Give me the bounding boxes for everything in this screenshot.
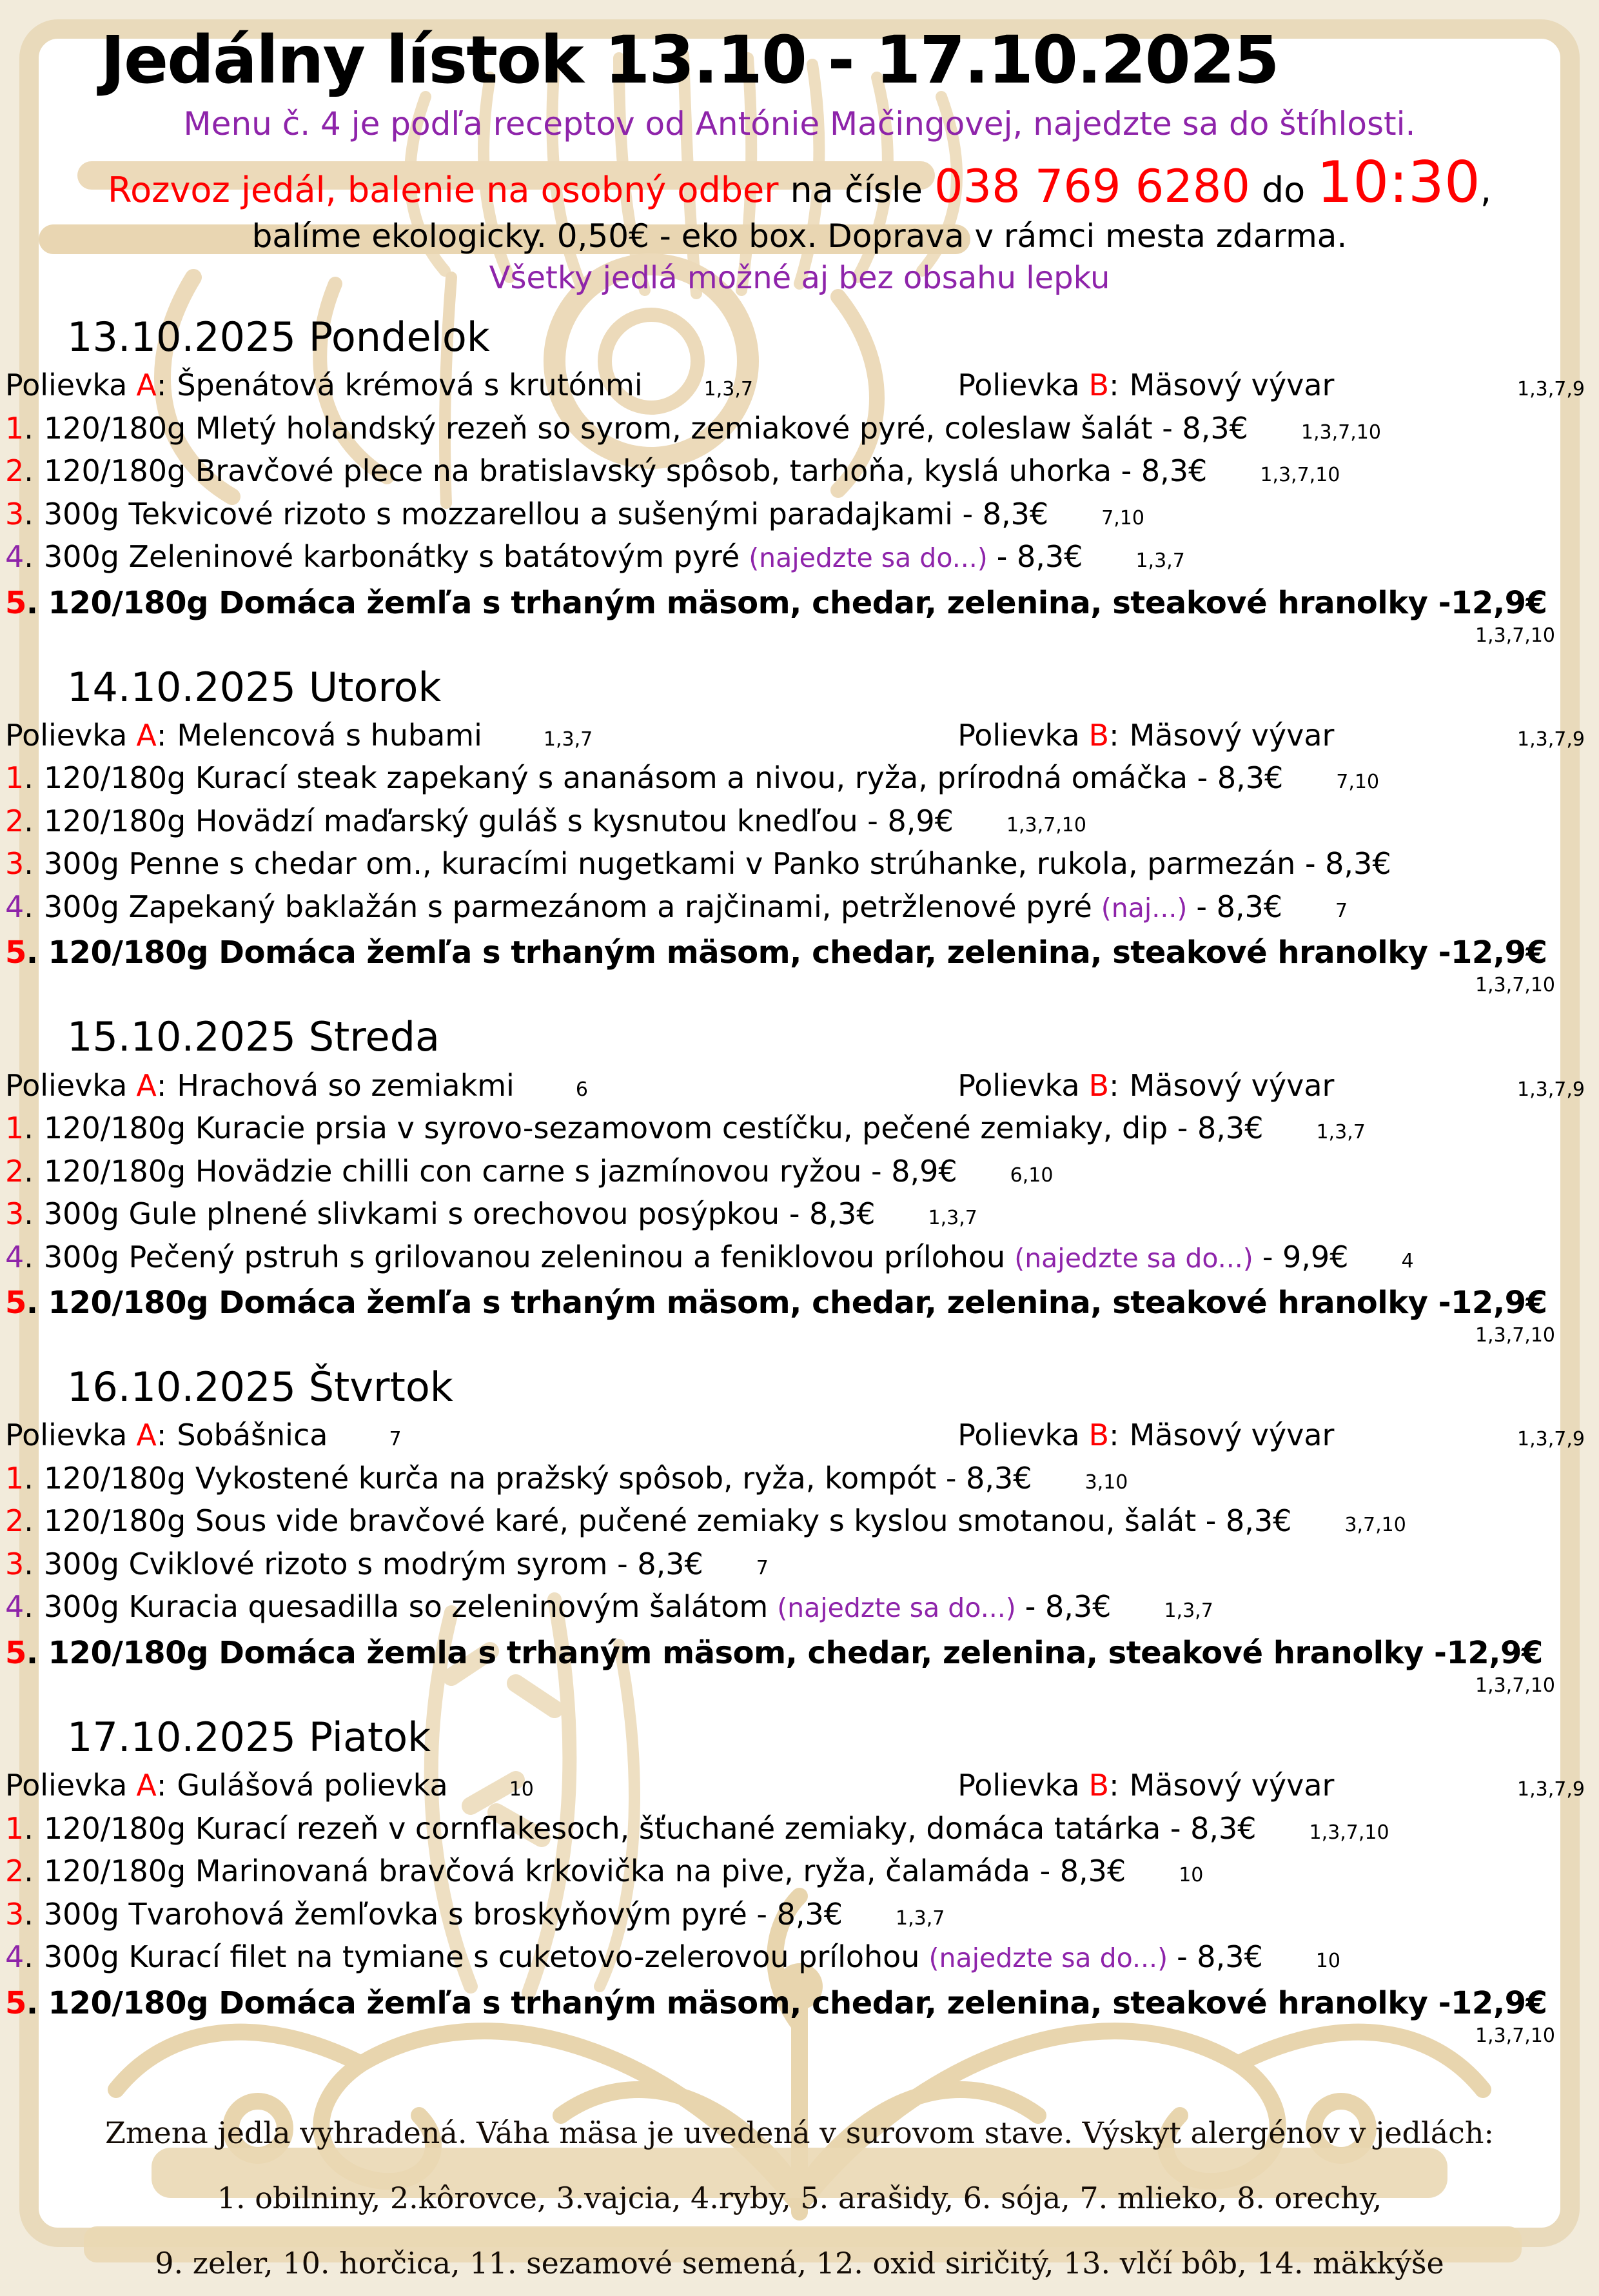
- menu-item: [5, 1546, 1593, 1583]
- item-number: 3: [5, 1896, 25, 1932]
- soup-b-letter: B: [1088, 368, 1110, 403]
- soup-b-letter: B: [1088, 1768, 1110, 1803]
- colon: :: [1109, 717, 1119, 753]
- item-dot: .: [26, 1634, 38, 1671]
- special-item-allergens: 1,3,7,10: [1475, 624, 1555, 647]
- item-dot: .: [24, 1546, 34, 1581]
- soup-a: [5, 1067, 957, 1105]
- soup-a-allergens: 1,3,7: [703, 378, 753, 401]
- soup-b-letter: B: [1088, 1067, 1110, 1103]
- menu-item-special: [5, 1634, 1593, 1672]
- soup-label: Polievka: [957, 1768, 1080, 1803]
- item-allergens: 1,3,7,10: [1300, 421, 1381, 444]
- menu-item: [5, 1853, 1593, 1890]
- soup-b-letter: B: [1088, 1418, 1110, 1453]
- soup-label: Polievka: [5, 368, 128, 403]
- colon: :: [156, 1067, 167, 1103]
- item-number: 2: [5, 1503, 25, 1539]
- item-dot: .: [26, 584, 38, 621]
- item-number: 1: [5, 760, 25, 796]
- item-note: (naj...): [1101, 892, 1188, 924]
- item-text: 120/180g Sous vide bravčové karé, pučené zemiaky s kyslou smotanou, šalát - 8,3€: [43, 1503, 1292, 1539]
- colon: :: [156, 368, 167, 403]
- phone-number: 038 769 6280: [934, 160, 1250, 213]
- item-dot: .: [24, 1939, 34, 1975]
- item-number: 5: [5, 1634, 26, 1671]
- item-allergens: 7,10: [1101, 506, 1144, 529]
- soup-b: [957, 367, 1593, 404]
- soup-a-letter: A: [136, 1067, 157, 1103]
- soup-label: Polievka: [5, 717, 128, 753]
- item-number: 4: [5, 1239, 25, 1274]
- soup-label: Polievka: [957, 1418, 1080, 1453]
- soup-a-allergens: 7: [389, 1428, 402, 1451]
- item-text: 300g Penne s chedar om., kuracími nugetkami v Panko strúhanke, rukola, parmezán - 8,3€: [43, 846, 1391, 882]
- menu-item: [5, 539, 1593, 576]
- item-text: 300g Zapekaný baklažán s parmezánom a rajčinami, petržlenové pyré: [43, 889, 1092, 924]
- soup-label: Polievka: [5, 1768, 128, 1803]
- item-allergens: 3,7,10: [1344, 1514, 1406, 1537]
- soup-a: [5, 367, 957, 404]
- day-section-wednesday: [4, 1015, 1595, 1346]
- soup-b-name: Mäsový vývar: [1129, 717, 1335, 753]
- item-text: 120/180g Domáca žemľa s trhaným mäsom, chedar, zelenina, steakové hranolky -12,9€: [48, 1285, 1547, 1321]
- item-dot: .: [24, 453, 34, 489]
- special-item-allergens: 1,3,7,10: [1475, 2024, 1555, 2047]
- item-text: 120/180g Bravčové plece na bratislavský spôsob, tarhoňa, kyslá uhorka - 8,3€: [43, 453, 1208, 489]
- soup-a: [5, 1767, 957, 1805]
- item-allergens: 1,3,7: [1164, 1599, 1213, 1623]
- item-number: 1: [5, 1460, 25, 1496]
- item-allergens: 6,10: [1010, 1163, 1054, 1187]
- soup-b-allergens: 1,3,7,9: [1517, 378, 1585, 401]
- until-text: do: [1261, 170, 1306, 211]
- soup-label: Polievka: [957, 368, 1080, 403]
- item-text: 120/180g Domáca žemľa s trhaným mäsom, chedar, zelenina, steakové hranolky -12,9€: [48, 1984, 1547, 2021]
- colon: :: [1109, 368, 1119, 403]
- soup-b-name: Mäsový vývar: [1129, 1768, 1335, 1803]
- item-number: 1: [5, 1810, 25, 1846]
- menu-item: [5, 1939, 1593, 1976]
- soup-b: [957, 717, 1593, 755]
- special-item-allergens: 1,3,7,10: [1475, 1324, 1555, 1347]
- item-number: 1: [5, 1111, 25, 1146]
- item-text: 120/180g Mletý holandský rezeň so syrom, zemiakové pyré, coleslaw šalát - 8,3€: [43, 410, 1248, 446]
- item-dot: .: [24, 1196, 34, 1232]
- menu-item: [5, 1503, 1593, 1540]
- item-allergens: 1,3,7,10: [1260, 464, 1340, 487]
- item-number: 1: [5, 410, 25, 446]
- item-dot: .: [26, 935, 38, 971]
- item-number: 2: [5, 453, 25, 489]
- menu-item: [5, 889, 1593, 926]
- item-number: 3: [5, 1546, 25, 1581]
- item-text: 300g Tekvicové rizoto s mozzarellou a sušenými paradajkami - 8,3€: [43, 496, 1049, 531]
- item-text: 120/180g Kurací steak zapekaný s ananásom a nivou, ryža, prírodná omáčka - 8,3€: [43, 760, 1284, 796]
- item-price: - 9,9€: [1262, 1239, 1349, 1274]
- soup-b-name: Mäsový vývar: [1129, 1067, 1335, 1103]
- item-number: 2: [5, 1854, 25, 1889]
- menu-item: [5, 1810, 1593, 1848]
- soup-a-name: Melencová s hubami: [177, 717, 482, 753]
- item-dot: .: [24, 1589, 34, 1625]
- item-note: (najedzte sa do...): [749, 542, 988, 574]
- item-dot: .: [24, 1460, 34, 1496]
- item-price: - 8,3€: [1177, 1939, 1263, 1975]
- item-dot: .: [24, 889, 34, 924]
- day-title: 14.10.2025 Utorok: [67, 663, 442, 711]
- menu-item: [5, 410, 1593, 448]
- colon: :: [156, 1768, 167, 1803]
- menu-item: [5, 496, 1593, 533]
- delivery-text: Rozvoz jedál, balenie na osobný odber: [108, 170, 779, 211]
- soup-b-name: Mäsový vývar: [1129, 1418, 1335, 1453]
- item-dot: .: [24, 803, 34, 838]
- soup-b-allergens: 1,3,7,9: [1517, 1778, 1585, 1801]
- item-dot: .: [24, 760, 34, 796]
- soup-label: Polievka: [5, 1418, 128, 1453]
- item-number: 4: [5, 889, 25, 924]
- day-section-friday: [4, 1713, 1595, 2047]
- menu-item: [5, 1110, 1593, 1147]
- soup-row: [5, 1067, 1593, 1105]
- soup-b-allergens: 1,3,7,9: [1517, 1428, 1585, 1451]
- gluten-free-line: Všetky jedlá možné aj bez obsahu lepku: [489, 260, 1110, 297]
- soup-b-allergens: 1,3,7,9: [1517, 727, 1585, 751]
- soup-a-allergens: 1,3,7: [543, 727, 593, 751]
- on-number-text: na čísle: [790, 170, 923, 211]
- item-allergens: 1,3,7: [896, 1906, 945, 1930]
- day-title: 16.10.2025 Štvrtok: [67, 1363, 453, 1411]
- day-section-tuesday: [4, 663, 1595, 997]
- menu-item: [5, 453, 1593, 490]
- soup-a-name: Špenátová krémová s krutónmi: [177, 368, 643, 403]
- item-allergens: 1,3,7: [1135, 549, 1185, 573]
- item-text: 120/180g Marinovaná bravčová krkovička na pive, ryža, čalamáda - 8,3€: [43, 1854, 1126, 1889]
- subtitle: Menu č. 4 je podľa receptov od Antónie Mačingovej, najedzte sa do štíhlosti.: [183, 105, 1416, 143]
- soup-label: Polievka: [957, 1067, 1080, 1103]
- item-allergens: 7: [1335, 899, 1348, 922]
- item-text: 120/180g Hovädzí maďarský guláš s kysnutou knedľou - 8,9€: [43, 803, 954, 838]
- soup-label: Polievka: [957, 717, 1080, 753]
- item-number: 4: [5, 1939, 25, 1975]
- item-number: 3: [5, 1196, 25, 1232]
- item-number: 3: [5, 496, 25, 531]
- soup-a-name: Sobášnica: [177, 1418, 328, 1453]
- soup-a-letter: A: [136, 1418, 157, 1453]
- menu-item: [5, 1153, 1593, 1191]
- item-number: 3: [5, 846, 25, 882]
- soup-b: [957, 1767, 1593, 1805]
- item-number: 2: [5, 1153, 25, 1189]
- item-allergens: 1,3,7,10: [1006, 813, 1086, 836]
- item-number: 5: [5, 1285, 26, 1321]
- item-text: 300g Gule plnené slivkami s orechovou posýpkou - 8,3€: [43, 1196, 876, 1232]
- allergen-legend-2: 9. zeler, 10. horčica, 11. sezamové semená, 12. oxid siričitý, 13. vlčí bôb, 14. mäkkýše: [155, 2245, 1444, 2281]
- menu-item-special: [5, 1984, 1593, 2023]
- soup-a: [5, 717, 957, 755]
- item-allergens: 7: [756, 1556, 769, 1579]
- delivery-line: [4, 149, 1595, 216]
- item-dot: .: [24, 1111, 34, 1146]
- item-price: - 8,3€: [1025, 1589, 1112, 1625]
- menu-item: [5, 1239, 1593, 1276]
- item-allergens: 1,3,7: [928, 1207, 977, 1230]
- item-dot: .: [24, 1153, 34, 1189]
- item-allergens: 1,3,7,10: [1309, 1821, 1389, 1844]
- day-title: 15.10.2025 Streda: [67, 1013, 440, 1061]
- comma: ,: [1480, 170, 1491, 211]
- soup-a-allergens: 10: [509, 1778, 534, 1801]
- item-text: 120/180g Kurací rezeň v cornflakesoch, šťuchané zemiaky, domáca tatárka - 8,3€: [43, 1810, 1257, 1846]
- item-dot: .: [24, 1896, 34, 1932]
- colon: :: [156, 717, 167, 753]
- item-dot: .: [24, 1810, 34, 1846]
- soup-a-letter: A: [136, 368, 157, 403]
- item-text: 120/180g Vykostené kurča na pražský spôsob, ryža, kompót - 8,3€: [43, 1460, 1032, 1496]
- menu-item: [5, 1588, 1593, 1626]
- day-title: 17.10.2025 Piatok: [67, 1713, 431, 1761]
- item-text: 120/180g Hovädzie chilli con carne s jazmínovou ryžou - 8,9€: [43, 1153, 957, 1189]
- menu-item: [5, 846, 1593, 883]
- item-text: 300g Tvarohová žemľovka s broskyňovým pyré - 8,3€: [43, 1896, 843, 1932]
- item-dot: .: [24, 846, 34, 882]
- soup-b-letter: B: [1088, 717, 1110, 753]
- item-allergens: 10: [1315, 1950, 1340, 1973]
- item-price: - 8,3€: [996, 539, 1083, 575]
- menu-item-special: [5, 933, 1593, 972]
- item-text: 120/180g Domáca žemľa s trhaným mäsom, chedar, zelenina, steakové hranolky -12,9€: [48, 584, 1547, 621]
- soup-b-allergens: 1,3,7,9: [1517, 1078, 1585, 1101]
- colon: :: [1109, 1418, 1119, 1453]
- day-section-thursday: [4, 1365, 1595, 1696]
- item-number: 4: [5, 539, 25, 575]
- soup-b: [957, 1067, 1593, 1105]
- soup-a: [5, 1417, 957, 1454]
- soup-b: [957, 1417, 1593, 1454]
- soup-a-name: Hrachová so zemiakmi: [177, 1067, 515, 1103]
- special-item-allergens: 1,3,7,10: [1475, 1674, 1555, 1697]
- item-number: 5: [5, 935, 26, 971]
- menu-item-special: [5, 584, 1593, 622]
- item-text: 300g Kuracia quesadilla so zeleninovým šalátom: [43, 1589, 769, 1625]
- item-note: (najedzte sa do...): [928, 1943, 1168, 1974]
- soup-label: Polievka: [5, 1067, 128, 1103]
- soup-a-allergens: 6: [575, 1078, 588, 1101]
- menu-item: [5, 1896, 1593, 1934]
- item-number: 4: [5, 1589, 25, 1625]
- menu-item: [5, 1196, 1593, 1233]
- item-allergens: 4: [1401, 1249, 1414, 1272]
- day-title: 13.10.2025 Pondelok: [67, 313, 490, 361]
- item-dot: .: [26, 1285, 38, 1321]
- item-allergens: 10: [1179, 1864, 1204, 1887]
- colon: :: [1109, 1067, 1119, 1103]
- footer: [4, 2101, 1595, 2296]
- menu-item: [5, 803, 1593, 840]
- soup-row: [5, 367, 1593, 404]
- item-text: 120/180g Domáca žemla s trhaným mäsom, chedar, zelenina, steakové hranolky -12,9€: [48, 1634, 1543, 1671]
- menu-item: [5, 1460, 1593, 1498]
- item-number: 5: [5, 584, 26, 621]
- day-section-monday: [4, 315, 1595, 646]
- page-title: Jedálny lístok 13.10 - 17.10.2025: [101, 22, 1279, 99]
- item-text: 120/180g Kuracie prsia v syrovo-sezamovom cestíčku, pečené zemiaky, dip - 8,3€: [43, 1111, 1264, 1146]
- item-allergens: 1,3,7: [1316, 1121, 1366, 1144]
- colon: :: [1109, 1768, 1119, 1803]
- item-note: (najedzte sa do...): [777, 1592, 1016, 1624]
- item-dot: .: [24, 539, 34, 575]
- item-allergens: 3,10: [1084, 1470, 1128, 1494]
- item-dot: .: [24, 496, 34, 531]
- item-dot: .: [24, 1503, 34, 1539]
- item-text: 300g Zeleninové karbonátky s batátovým pyré: [43, 539, 740, 575]
- footer-disclaimer: Zmena jedla vyhradená. Váha mäsa je uvedená v surovom stave. Výskyt alergénov v jedlách:: [104, 2115, 1495, 2150]
- soup-row: [5, 717, 1593, 755]
- special-item-allergens: 1,3,7,10: [1475, 974, 1555, 997]
- item-text: 300g Cviklové rizoto s modrým syrom - 8,3€: [43, 1546, 703, 1581]
- soup-row: [5, 1767, 1593, 1805]
- item-dot: .: [24, 1239, 34, 1274]
- item-dot: .: [24, 1854, 34, 1889]
- soup-a-letter: A: [136, 717, 157, 753]
- item-text: 300g Kurací filet na tymiane s cuketovo-zelerovou prílohou: [43, 1939, 920, 1975]
- item-text: 120/180g Domáca žemľa s trhaným mäsom, chedar, zelenina, steakové hranolky -12,9€: [48, 935, 1547, 971]
- soup-a-name: Gulášová polievka: [177, 1768, 448, 1803]
- item-number: 2: [5, 803, 25, 838]
- item-dot: .: [26, 1984, 38, 2021]
- item-dot: .: [24, 410, 34, 446]
- colon: :: [156, 1418, 167, 1453]
- soup-row: [5, 1417, 1593, 1454]
- menu-item-special: [5, 1283, 1593, 1322]
- item-price: - 8,3€: [1196, 889, 1283, 924]
- deadline-time: 10:30: [1317, 149, 1480, 216]
- item-text: 300g Pečený pstruh s grilovanou zeleninou a feniklovou prílohou: [43, 1239, 1006, 1274]
- menu-item: [5, 760, 1593, 797]
- item-allergens: 7,10: [1336, 771, 1380, 794]
- allergen-legend-1: 1. obilniny, 2.kôrovce, 3.vajcia, 4.ryby, 5. arašidy, 6. sója, 7. mlieko, 8. orechy,: [217, 2180, 1382, 2215]
- item-note: (najedzte sa do...): [1014, 1242, 1253, 1274]
- soup-b-name: Mäsový vývar: [1129, 368, 1335, 403]
- eco-line: balíme ekologicky. 0,50€ - eko box. Doprava v rámci mesta zdarma.: [251, 217, 1348, 255]
- item-number: 5: [5, 1984, 26, 2021]
- soup-a-letter: A: [136, 1768, 157, 1803]
